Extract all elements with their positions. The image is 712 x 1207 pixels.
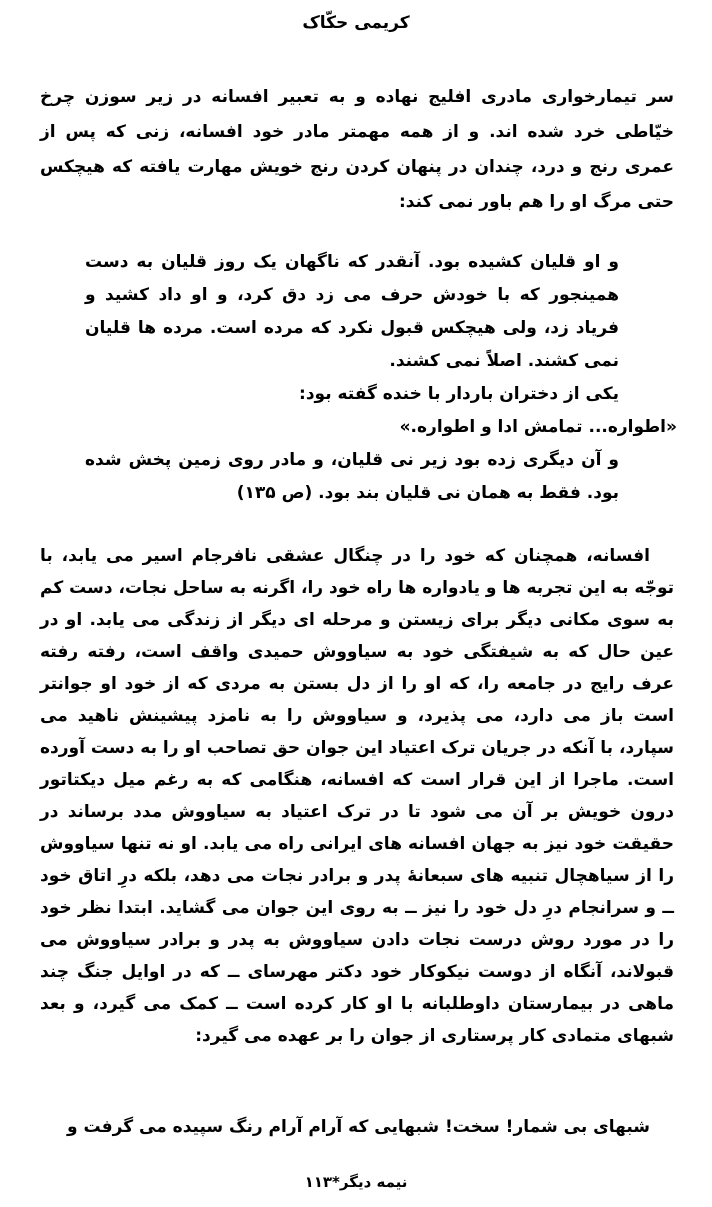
quote-dialogue-line: «اطواره... تمامش ادا و اطواره.» (399, 417, 677, 437)
quote-sentence-1: و او قلیان کشیده بود. آنقدر که ناگهان یک روز قلیان به دست همینجور که با خودش حرف می زد دق کرد، و او داد کشید و فریاد زد، ولی هیچکس قبول نکرد که مرده است. مرده ها قلیان نمی کشند. اصلاً نمی کشند. (85, 252, 619, 371)
quote-sentence-2: و آن دیگری زده بود زیر نی قلیان، و مادر روی زمین پخش شده بود. فقط به همان نی قلیان بند بود. (ص ۱۳۵) (85, 450, 619, 503)
paragraph-analysis: افسانه، همچنان که خود را در چنگال عشقی نافرجام اسیر می یابد، با توجّه به این تجربه ها و یادواره ها راه خود را، اگرنه به ساحل نجات، دست کم به سوی مکانی دیگر برای زیستن و مرحله ای دیگر از زندگی می یابد. او در عین حال که به شیفتگی خود به سیاووش حمیدی واقف است، رفته رفته عرف رایج در جامعه را، که او را از دل بستن به مردی که از خود او جوانتر است باز می دارد، می پذیرد، و سیاووش را به نامزد پیشینش ناهید می سپارد، با آنکه در جریان ترک اعتیاد این جوان حق تصاحب او را به دست آورده است. ماجرا از این قرار است که افسانه، هنگامی که به رغم میل دیکتاتور درون خویش بر آن می شود تا در ترک اعتیاد به سیاووش مدد برساند در حقیقت خود نیز به جهان افسانه های ایرانی راه می یابد. او نه تنها سیاووش را از سیاهچال تنبیه های سبعانهٔ پدر و برادر نجات می دهد، بلکه درِ اتاق خود ــ و سرانجام درِ دل خود را نیز ــ به روی این جوان می گشاید. ابتدا نظر خود را در مورد روش درست نجات دادن سیاووش به پدر و برادر سیاووش می قبولاند، آنگاه از دوست نیکوکار خود دکتر مهرسای ــ که در اوایل جنگ چند ماهی در بیمارستان داوطلبانه با او کار کرده است ــ کمک می گیرد، و بعد شبهای متمادی کار پرستاری از جوان را بر عهده می گیرد: (40, 546, 674, 1046)
quote-lead-in: یکی از دختران باردار با خنده گفته بود: (299, 384, 619, 404)
page-header-author: کریمی حکّاک (302, 13, 410, 33)
paragraph-intro: سر تیمارخواری مادری افلیج نهاده و به تعبیر افسانه در زیر سوزن چرخ خیّاطی خرد شده اند. و از همه مهمتر مادر خود افسانه، زنی که پس از عمری رنج و درد، چندان در پنهان کردن رنج خویش مهارت یافته که هیچکس حتی مرگ او را هم باور نمی کند: (40, 87, 674, 212)
page-footer-journal-pagenumber: نیمه دیگر*۱۱۳ (304, 1173, 408, 1191)
blockquote-novel-excerpt (85, 246, 677, 510)
closing-quote-line: شبهای بی شمار! سخت! شبهایی که آرام آرام رنگ سپیده می گرفت و (67, 1117, 650, 1137)
